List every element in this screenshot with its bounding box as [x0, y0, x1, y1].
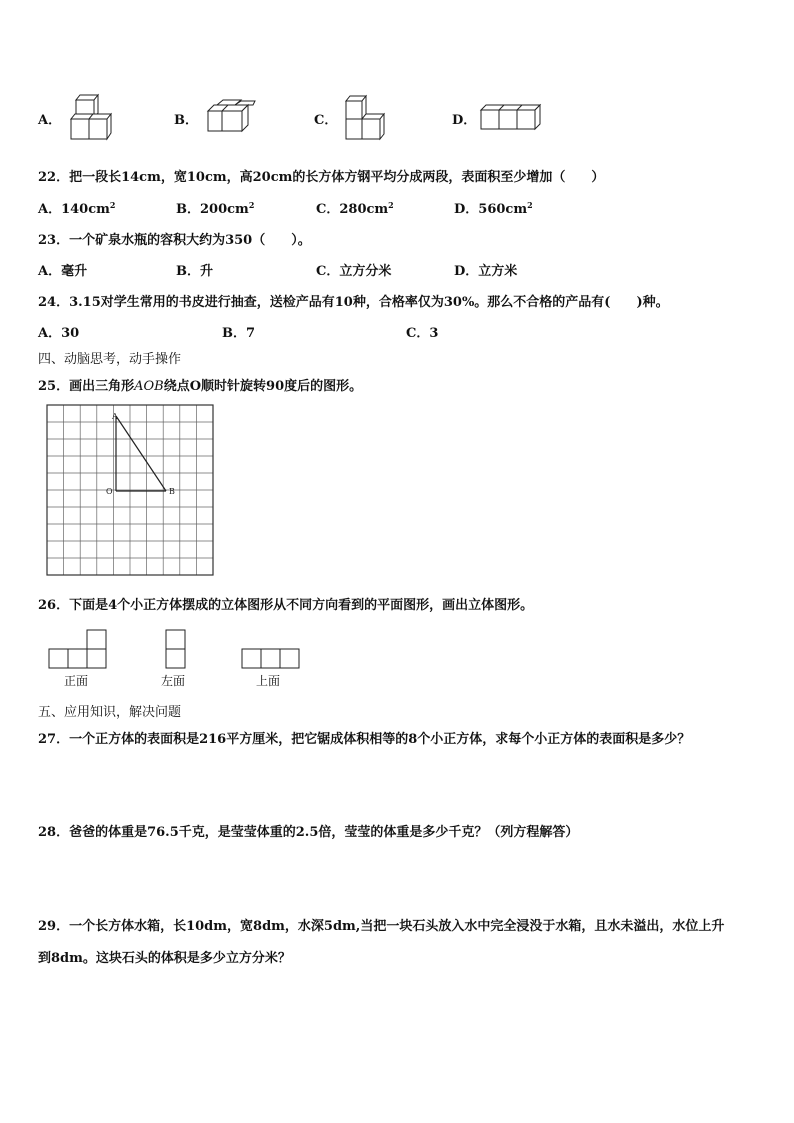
point-o-label: O: [106, 487, 113, 496]
q27-number: 27．: [38, 732, 70, 747]
q23-number: 23．: [38, 233, 70, 248]
q26-text: 下面是4个小正方体摆成的立体图形从不同方向看到的平面图形，画出立体图形。: [69, 598, 534, 613]
q27-stem: [38, 728, 690, 747]
q23-option-c: C．立方分米: [316, 264, 392, 279]
q23-option-a: A．毫升: [38, 264, 88, 279]
q29-text-line1: 一个长方体水箱，长10dm，宽8dm，水深5dm,当把一块石头放入水中完全浸没于水箱，且水未溢出，水位上升: [69, 919, 725, 934]
front-view-figure: [48, 628, 110, 670]
q22-text: 把一段长14cm，宽10cm，高20cm的长方体方钢平均分成两段，表面积至少增加（ ）: [69, 170, 605, 185]
q21-option-c-letter: C．: [314, 113, 338, 128]
q28-stem: [38, 821, 578, 840]
q25-grid-figure: [46, 404, 214, 576]
q24-number: 24．: [38, 295, 70, 310]
left-view-caption: 左面: [161, 674, 186, 688]
q23-stem: [38, 229, 311, 248]
q27-text: 一个正方体的表面积是216平方厘米，把它锯成体积相等的8个小正方体，求每个小正方体的表面积是多少？: [69, 732, 691, 747]
top-view-caption: 上面: [256, 674, 281, 688]
segment-ab: [116, 416, 166, 491]
q21-option-b-figure: [205, 98, 261, 138]
q29-number: 29．: [38, 919, 70, 934]
q21-option-d-figure: [478, 103, 546, 131]
q26-number: 26．: [38, 598, 70, 613]
q25-stem: 25．画出三角形AOB绕点O顺时针旋转90度后的图形。: [38, 379, 363, 394]
top-view-figure: [240, 648, 302, 670]
q21-option-d-letter: D．: [452, 113, 477, 128]
q23-option-b: B．升: [176, 264, 214, 279]
q23-text: 一个矿泉水瓶的容积大约为350（ ）。: [69, 233, 311, 248]
section-4-heading: 四、动脑思考，动手操作: [38, 352, 182, 367]
q24-text: 3.15对学生常用的书皮进行抽查，送检产品有10种，合格率仅为30%。那么不合格的产品有( )种。: [69, 295, 669, 310]
q22-option-a: A．$140cm^2$: [38, 200, 116, 217]
q22-stem: [38, 166, 604, 185]
section-5-heading: 五、应用知识，解决问题: [38, 705, 182, 720]
q28-text: 爸爸的体重是76.5千克，是莹莹体重的2.5倍，莹莹的体重是多少千克？（列方程解答）: [69, 825, 579, 840]
point-a-label: A: [112, 412, 118, 421]
q22-option-b: B．$200cm^2$: [176, 200, 255, 217]
q29-stem-line2: 到8dm。这块石头的体积是多少立方分米？: [38, 951, 291, 966]
front-view-caption: 正面: [64, 674, 89, 688]
point-b-label: B: [169, 487, 175, 496]
q24-stem: [38, 291, 669, 310]
q25-number: 25．: [38, 379, 70, 394]
q21-option-c-figure: [342, 93, 392, 143]
q24-option-c: C．3: [406, 326, 439, 341]
q29-stem-line1: [38, 915, 724, 934]
q22-option-d: D．$560cm^2$: [454, 200, 533, 217]
q24-option-a: A．30: [38, 326, 80, 341]
q22-number: 22．: [38, 170, 70, 185]
q22-option-c: C．$280cm^2$: [316, 200, 394, 217]
q21-option-a-figure: [68, 92, 124, 144]
q24-option-b: B．7: [222, 326, 256, 341]
q28-number: 28．: [38, 825, 70, 840]
left-view-figure: [164, 628, 188, 670]
q26-stem: [38, 594, 533, 613]
q21-option-a-letter: A．: [38, 113, 62, 128]
q21-option-b-letter: B．: [174, 113, 198, 128]
q25-triangle-name: AOB: [134, 379, 164, 394]
q23-option-d: D．立方米: [454, 264, 518, 279]
